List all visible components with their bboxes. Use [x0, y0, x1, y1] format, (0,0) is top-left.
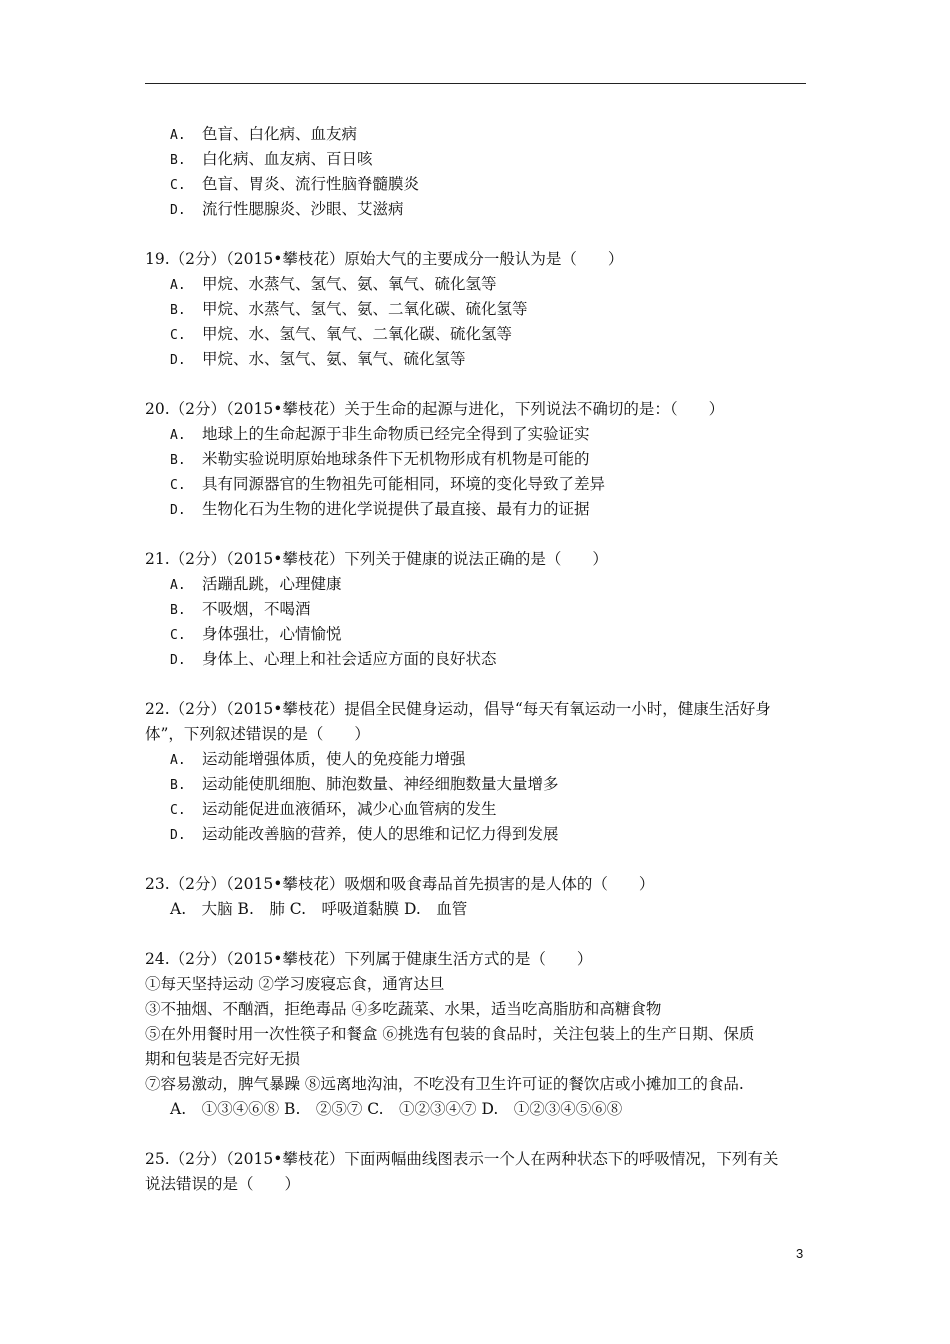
option-b[interactable]: B. 白化病、血友病、百日咳	[170, 150, 373, 168]
option-d[interactable]: D. 流行性腮腺炎、沙眼、艾滋病	[170, 200, 404, 218]
option-a[interactable]: A. 色盲、白化病、血友病	[170, 125, 358, 143]
statement-line: ⑦容易激动，脾气暴躁 ⑧远离地沟油，不吃没有卫生许可证的餐饮店或小摊加工的食品.	[145, 1075, 744, 1093]
question-24	[145, 947, 809, 1122]
option-a[interactable]: A. 运动能增强体质，使人的免疫能力增强	[170, 750, 466, 768]
options-line[interactable]: A. ①③④⑥⑧ B. ②⑤⑦ C. ①②③④⑦ D. ①②③④⑤⑥⑧	[170, 1100, 623, 1118]
page-number: 3	[796, 1246, 804, 1261]
question-stem: 20.（2分）（2015•攀枝花）关于生命的起源与进化，下列说法不确切的是：（ ）	[145, 400, 725, 418]
option-a[interactable]: A. 活蹦乱跳，心理健康	[170, 575, 342, 593]
option-b[interactable]: B. 米勒实验说明原始地球条件下无机物形成有机物是可能的	[170, 450, 590, 468]
option-a[interactable]: A. 地球上的生命起源于非生命物质已经完全得到了实验证实	[170, 425, 590, 443]
option-d[interactable]: D. 生物化石为生物的进化学说提供了最直接、最有力的证据	[170, 500, 590, 518]
option-c[interactable]: C. 甲烷、水、氢气、氧气、二氧化碳、硫化氢等	[170, 325, 513, 343]
question-stem-line-2: 体”，下列叙述错误的是（ ）	[145, 725, 370, 743]
question-stem: 24.（2分）（2015•攀枝花）下列属于健康生活方式的是（ ）	[145, 950, 593, 968]
option-c[interactable]: C. 身体强壮，心情愉悦	[170, 625, 342, 643]
question-stem: 19.（2分）（2015•攀枝花）原始大气的主要成分一般认为是（ ）	[145, 250, 624, 268]
question-stem: 23.（2分）（2015•攀枝花）吸烟和吸食毒品首先损害的是人体的（ ）	[145, 875, 655, 893]
question-stem-line-2: 说法错误的是（ ）	[145, 1175, 301, 1193]
option-c[interactable]: C. 具有同源器官的生物祖先可能相同，环境的变化导致了差异	[170, 475, 606, 493]
page-content	[145, 122, 809, 1222]
question-stem-line-1: 25.（2分）（2015•攀枝花）下面两幅曲线图表示一个人在两种状态下的呼吸情况，下列有关	[145, 1150, 779, 1168]
statement-line: ③不抽烟、不酗酒，拒绝毒品 ④多吃蔬菜、水果，适当吃高脂肪和高糖食物	[145, 1000, 662, 1018]
question-20	[145, 397, 809, 522]
question-stem-line-1: 22.（2分）（2015•攀枝花）提倡全民健身运动，倡导“每天有氧运动一小时，健康生活好身	[145, 700, 771, 718]
option-b[interactable]: B. 不吸烟，不喝酒	[170, 600, 311, 618]
question-18-options	[145, 122, 809, 222]
question-stem: 21.（2分）（2015•攀枝花）下列关于健康的说法正确的是（ ）	[145, 550, 608, 568]
question-23	[145, 872, 809, 922]
statement-line: 期和包装是否完好无损	[145, 1050, 301, 1068]
option-d[interactable]: D. 运动能改善脑的营养，使人的思维和记忆力得到发展	[170, 825, 559, 843]
header-rule	[145, 83, 806, 84]
statement-line: ⑤在外用餐时用一次性筷子和餐盒 ⑥挑选有包装的食品时，关注包装上的生产日期、保质	[145, 1025, 755, 1043]
question-19	[145, 247, 809, 372]
option-b[interactable]: B. 运动能使肌细胞、肺泡数量、神经细胞数量大量增多	[170, 775, 559, 793]
option-a[interactable]: A. 甲烷、水蒸气、氢气、氨、氧气、硫化氢等	[170, 275, 497, 293]
option-c[interactable]: C. 色盲、胃炎、流行性脑脊髓膜炎	[170, 175, 420, 193]
option-c[interactable]: C. 运动能促进血液循环，减少心血管病的发生	[170, 800, 497, 818]
option-b[interactable]: B. 甲烷、水蒸气、氢气、氨、二氧化碳、硫化氢等	[170, 300, 528, 318]
option-d[interactable]: D. 甲烷、水、氢气、氨、氧气、硫化氢等	[170, 350, 466, 368]
options-line[interactable]: A. 大脑 B. 肺 C. 呼吸道黏膜 D. 血管	[170, 900, 468, 918]
question-25	[145, 1147, 809, 1197]
question-21	[145, 547, 809, 672]
statement-line: ①每天坚持运动 ②学习废寝忘食，通宵达旦	[145, 975, 445, 993]
question-22	[145, 697, 809, 847]
option-d[interactable]: D. 身体上、心理上和社会适应方面的良好状态	[170, 650, 497, 668]
